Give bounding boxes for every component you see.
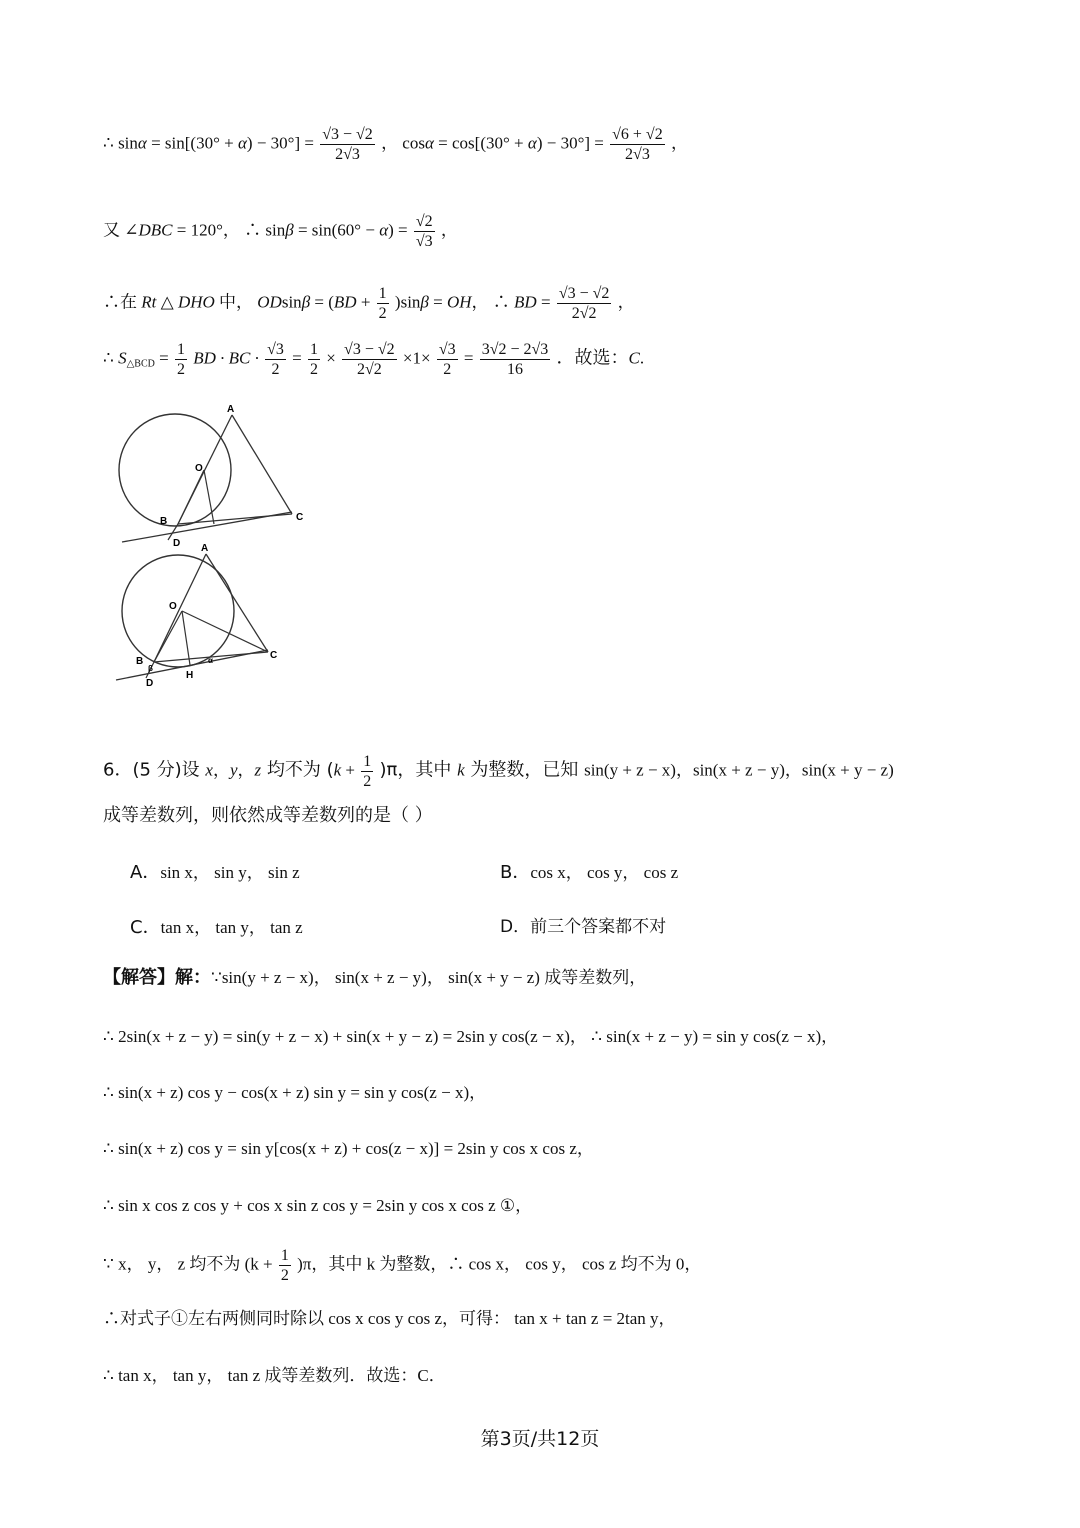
solution-line-3: ∴在 Rt △ DHO 中， ODsinβ = (BD + $\frac{1}{2}$ )sinβ = OH， ∴ BD = $\frac{√3 - √2}{2√2}$ ， [103,285,635,322]
label-A: A [201,543,209,554]
label-O: O [169,601,177,612]
solution-line-4: ∴ $S_{\triangle BCD}$ = $\frac{1}{2}$ BD · BC · $\frac{√3}{2}$ = $\frac{1}{2}$ × $\frac{√3 - √2}{2√2}$ ×1× $\frac{√3}{2}$ = $\frac{3√2 - 2√3}{16}$ ．故选：C. [103,341,645,378]
fraction: $\frac{√3 - √2}{2√2}$ [558,285,610,322]
solution-line-2: 又 ∠DBC = 120°， ∴ sinβ = sin(60° − α) = $\frac{√2}{√3}$ ， [103,213,458,250]
option-B[interactable]: B．cos x， cos y， cos z [500,862,679,883]
label-alpha: α [208,656,213,665]
option-A[interactable]: A．sin x， sin y， sin z [130,862,300,883]
answer-line-3: ∴ sin(x + z) cos y − cos(x + z) sin y = sin y cos(z − x)， [103,1083,487,1102]
answer-line-7: ∴对式子①左右两侧同时除以 cos x cos y cos z，可得： tan x + tan z = 2tan y， [103,1309,676,1328]
geometry-figure [110,392,330,692]
label-B: B [160,516,168,527]
answer-line-5: ∴ sin x cos z cos y + cos x sin z cos y = 2sin y cos x cos z ①， [103,1196,533,1215]
fraction: $\frac{√2}{√3}$ [415,213,433,250]
answer-line-8: ∴ tan x， tan y， tan z 成等差数列．故选：C． [103,1366,446,1385]
label-D: D [173,538,181,549]
question-6-stem-2: 成等差数列，则依然成等差数列的是（ ） [103,805,433,826]
fraction: $\frac{1}{2}$ [378,285,387,322]
page-footer: 第3页/共12页 [480,1428,600,1450]
label-A: A [227,404,235,415]
solution-line-1: ∴ sinα = sin[(30° + α) − 30°] = $\frac{√3 - √2}{2√3}$ ， cosα = cos[(30° + α) − 30°] = $\frac{√6 + √2}{2√3}$ ， [103,126,688,163]
answer-line-2: ∴ 2sin(x + z − y) = sin(y + z − x) + sin(x + y − z) = 2sin y cos(z − x)， ∴ sin(x + z − y) = sin y cos(z − x)， [103,1027,839,1046]
label-beta: β [148,664,153,673]
label-B: B [136,656,144,667]
label-C: C [296,512,304,523]
fraction: $\frac{√6 + √2}{2√3}$ [612,126,663,163]
label-O: O [195,463,203,474]
circle-top [119,414,231,526]
option-C[interactable]: C．tan x， tan y， tan z [130,917,303,938]
answer-line-1: 【解答】解：∵sin(y + z − x)， sin(x + z − y)， sin(x + y − z) 成等差数列， [103,967,647,988]
answer-line-6: ∵ x， y， z 均不为 (k + $\frac{1}{2}$ )π，其中 k 为整数，∴ cos x， cos y， cos z 均不为 0， [103,1247,702,1284]
option-D[interactable]: D．前三个答案都不对 [500,917,667,937]
label-H: H [186,670,194,681]
question-6-stem: 6．(5 分)设 x，y，z 均不为 (k + $\frac{1}{2}$ )π，其中 k 为整数，已知 sin(y + z − x)，sin(x + z − y)，sin(x + y − z) [103,753,894,790]
answer-line-4: ∴ sin(x + z) cos y = sin y[cos(x + z) + cos(z − x)] = 2sin y cos x cos z， [103,1139,594,1158]
label-D: D [146,678,154,689]
label-C: C [270,650,278,661]
fraction: $\frac{√3 - √2}{2√3}$ [322,126,373,163]
